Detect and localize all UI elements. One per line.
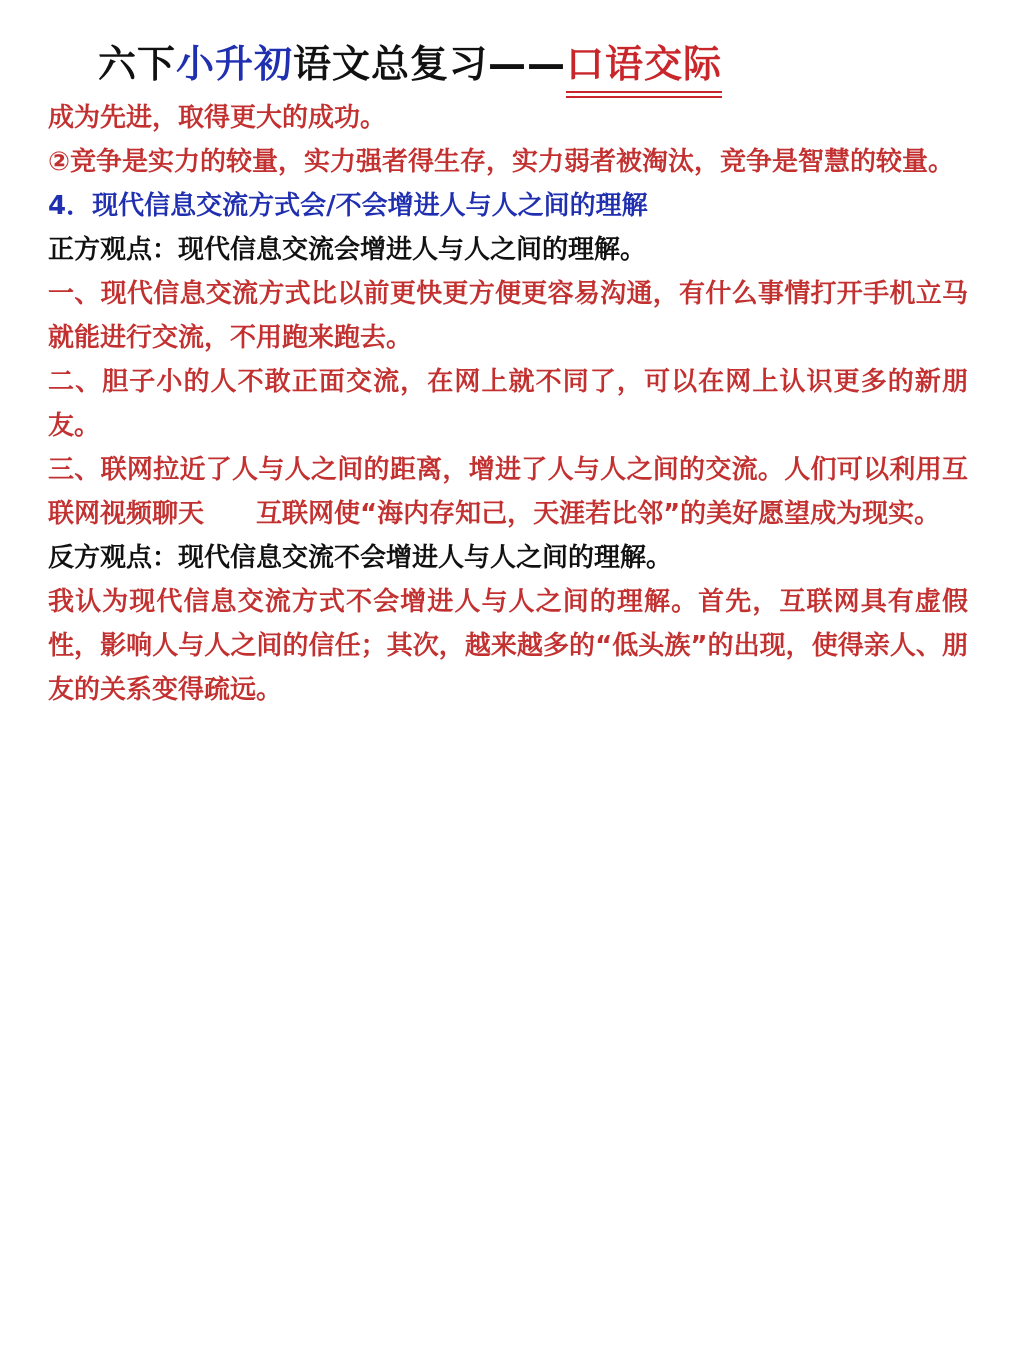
affirmative-viewpoint: 正方观点：现代信息交流会增进人与人之间的理解。 <box>48 235 647 265</box>
title-level: 小升初 <box>176 42 294 86</box>
paragraph-competition-point: ②竞争是实力的较量，实力强者得生存，实力弱者被淘汰，竞争是智慧的较量。 <box>48 147 955 177</box>
page-title <box>98 36 722 92</box>
section-heading-4: 4．现代信息交流方式会/不会增进人与人之间的理解 <box>48 191 648 221</box>
affirmative-point-2: 二、胆子小的人不敢正面交流，在网上就不同了，可以在网上认识更多的新朋友。 <box>48 367 968 441</box>
title-topic: 口语交际 <box>566 36 722 92</box>
affirmative-point-1: 一、现代信息交流方式比以前更快更方便更容易沟通，有什么事情打开手机立马就能进行交流，不用跑来跑去。 <box>48 279 968 353</box>
affirmative-point-3: 三、联网拉近了人与人之间的距离，增进了人与人之间的交流。人们可以利用互联网视频聊天 互联网使“海内存知己，天涯若比邻”的美好愿望成为现实。 <box>48 455 968 529</box>
negative-viewpoint: 反方观点：现代信息交流不会增进人与人之间的理解。 <box>48 543 673 573</box>
document-body <box>48 96 968 712</box>
paragraph-continuation: 成为先进，取得更大的成功。 <box>48 103 387 133</box>
title-subject: 语文总复习—— <box>293 42 567 86</box>
title-grade: 六下 <box>98 42 177 86</box>
negative-argument: 我认为现代信息交流方式不会增进人与人之间的理解。首先，互联网具有虚假性，影响人与人之间的信任；其次，越来越多的“低头族”的出现，使得亲人、朋友的关系变得疏远。 <box>48 587 968 705</box>
